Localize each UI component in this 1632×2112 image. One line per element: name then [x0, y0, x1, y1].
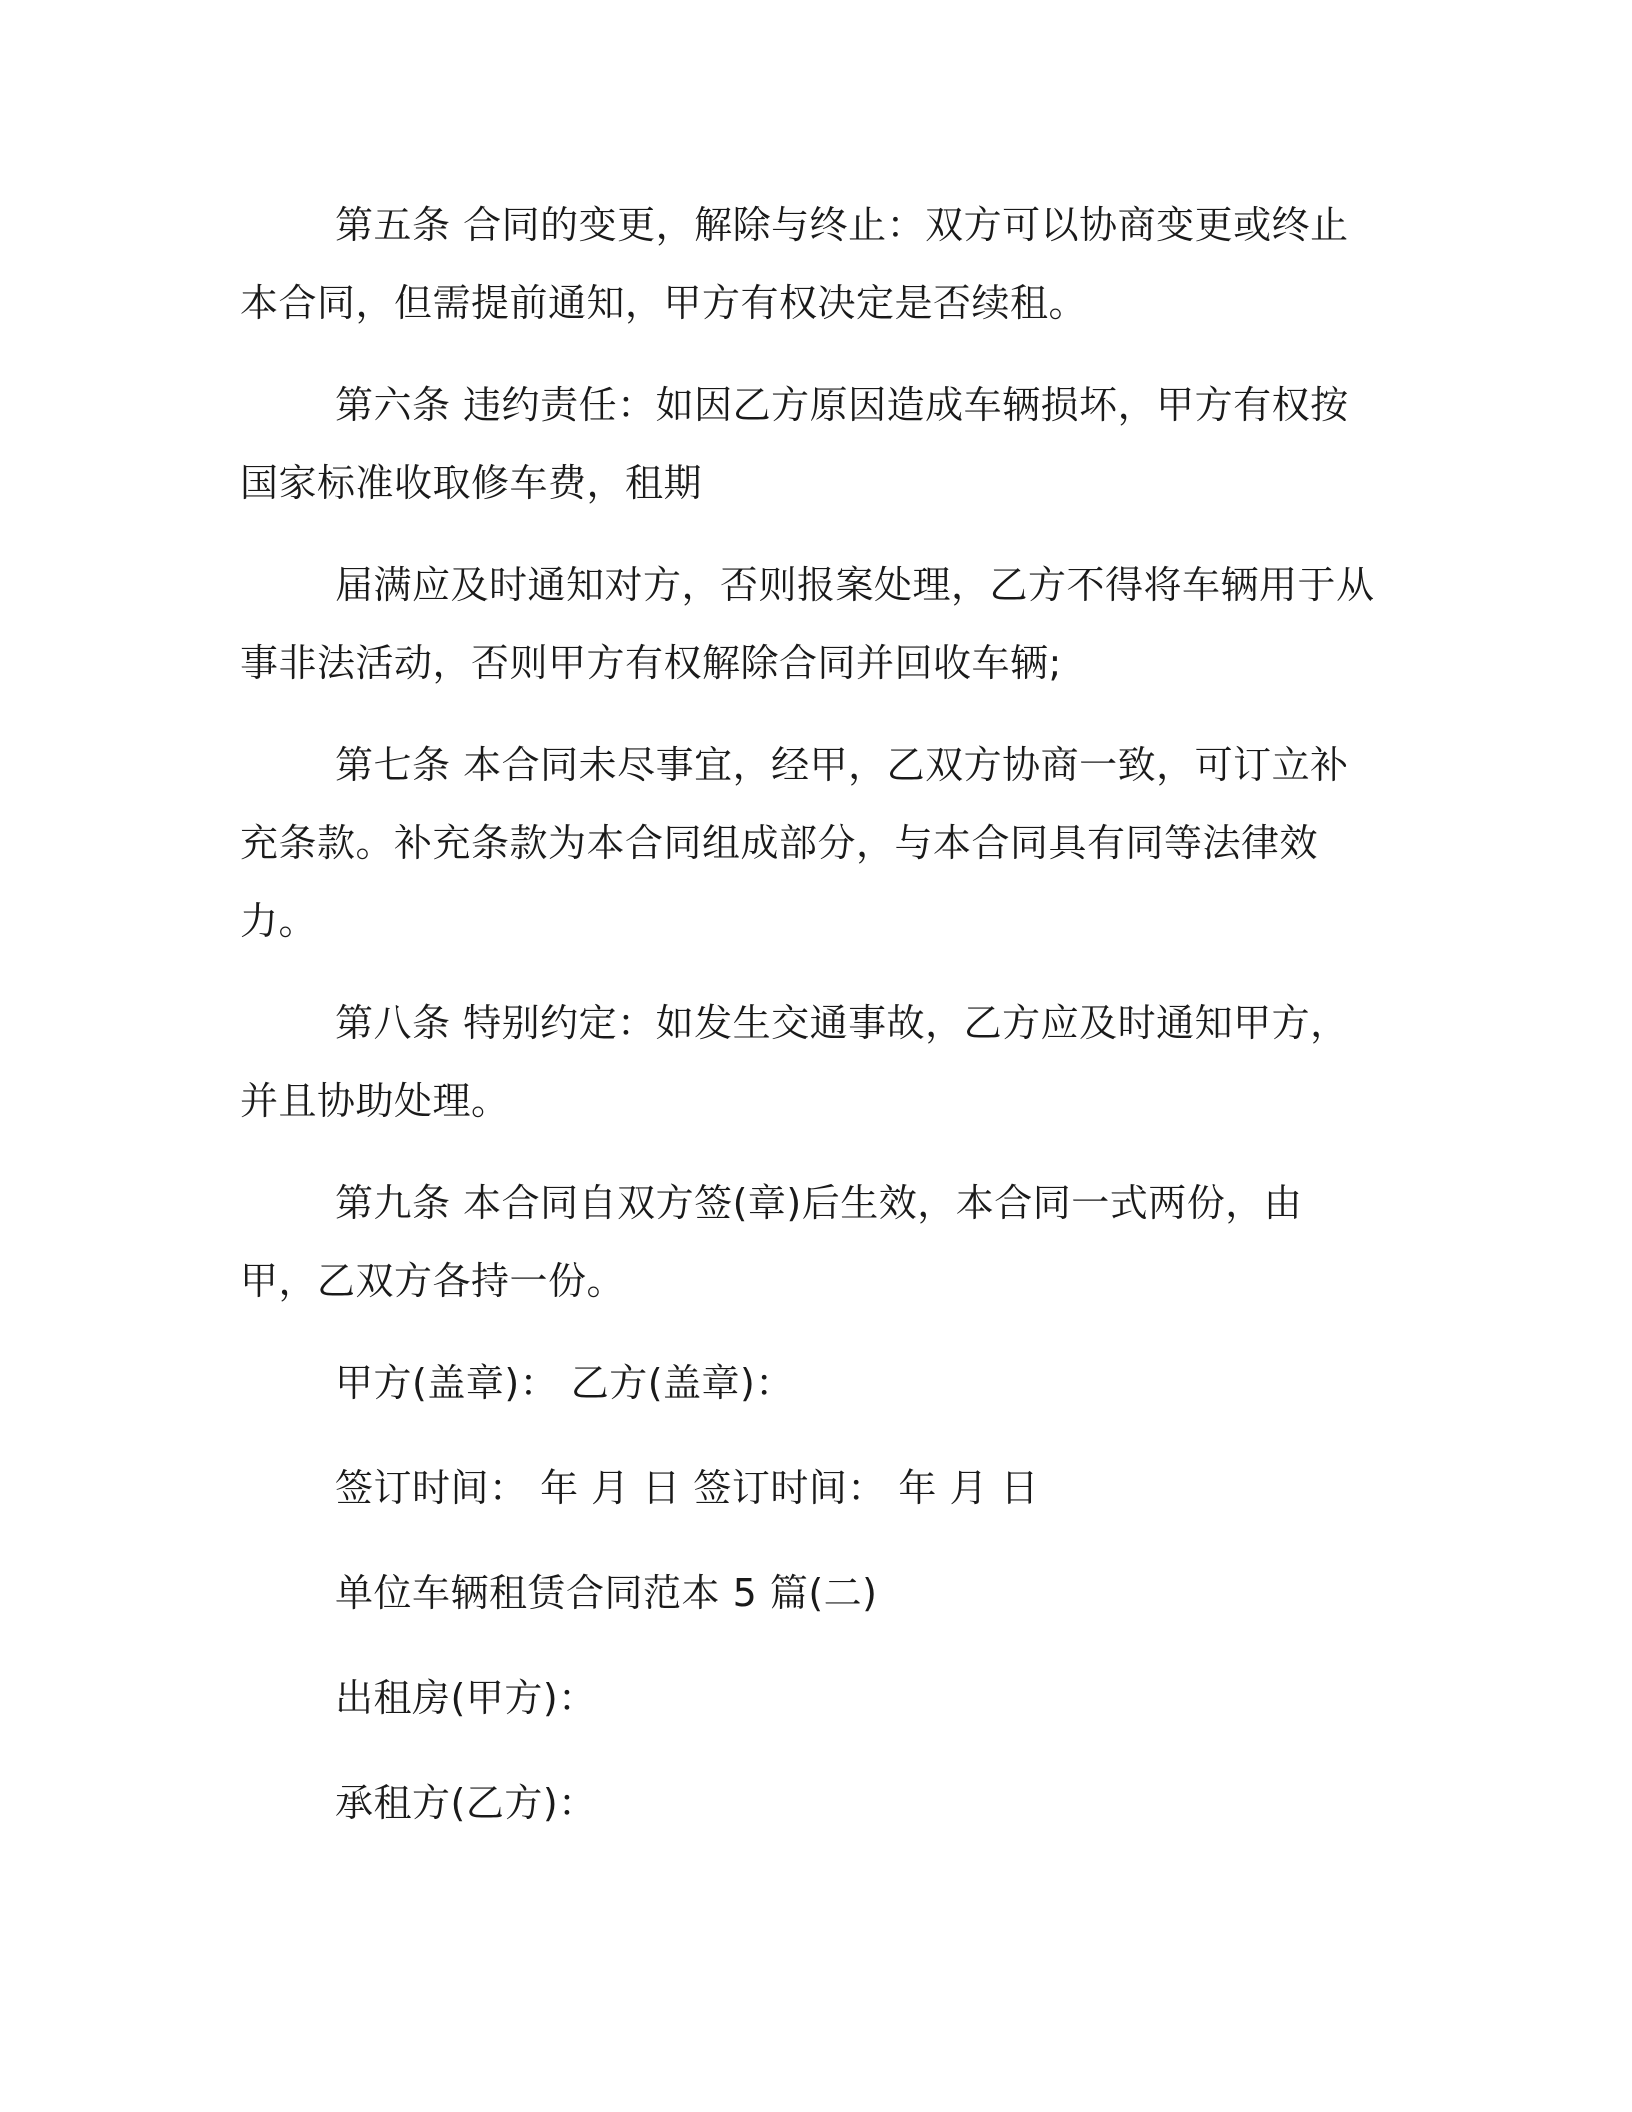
signing-date-line: 签订时间： 年 月 日 签订时间： 年 月 日: [335, 1466, 1040, 1510]
section-heading: 单位车辆租赁合同范本 5 篇(二): [335, 1571, 878, 1615]
signature-line: 甲方(盖章)： 乙方(盖章)：: [335, 1361, 794, 1405]
article-6-paragraph: 第六条 违约责任：如因乙方原因造成车辆损坏，甲方有权按国家标准收取修车费，租期: [240, 383, 1349, 505]
article-5-paragraph: 第五条 合同的变更，解除与终止：双方可以协商变更或终止本合同，但需提前通知，甲方有权决定是否续租。: [240, 203, 1349, 325]
lessee-line: 承租方(乙方)：: [335, 1781, 597, 1825]
article-8-paragraph: 第八条 特别约定：如发生交通事故，乙方应及时通知甲方，并且协助处理。: [240, 1001, 1349, 1123]
document-body: [240, 186, 1376, 1842]
article-7-paragraph: 第七条 本合同未尽事宜，经甲，乙双方协商一致，可订立补充条款。补充条款为本合同组成部分，与本合同具有同等法律效力。: [240, 743, 1349, 943]
article-9-paragraph: 第九条 本合同自双方签(章)后生效，本合同一式两份，由甲，乙双方各持一份。: [240, 1181, 1303, 1303]
article-6-continuation-paragraph: 届满应及时通知对方，否则报案处理，乙方不得将车辆用于从事非法活动，否则甲方有权解除合同并回收车辆;: [240, 563, 1375, 685]
lessor-line: 出租房(甲方)：: [335, 1676, 597, 1720]
